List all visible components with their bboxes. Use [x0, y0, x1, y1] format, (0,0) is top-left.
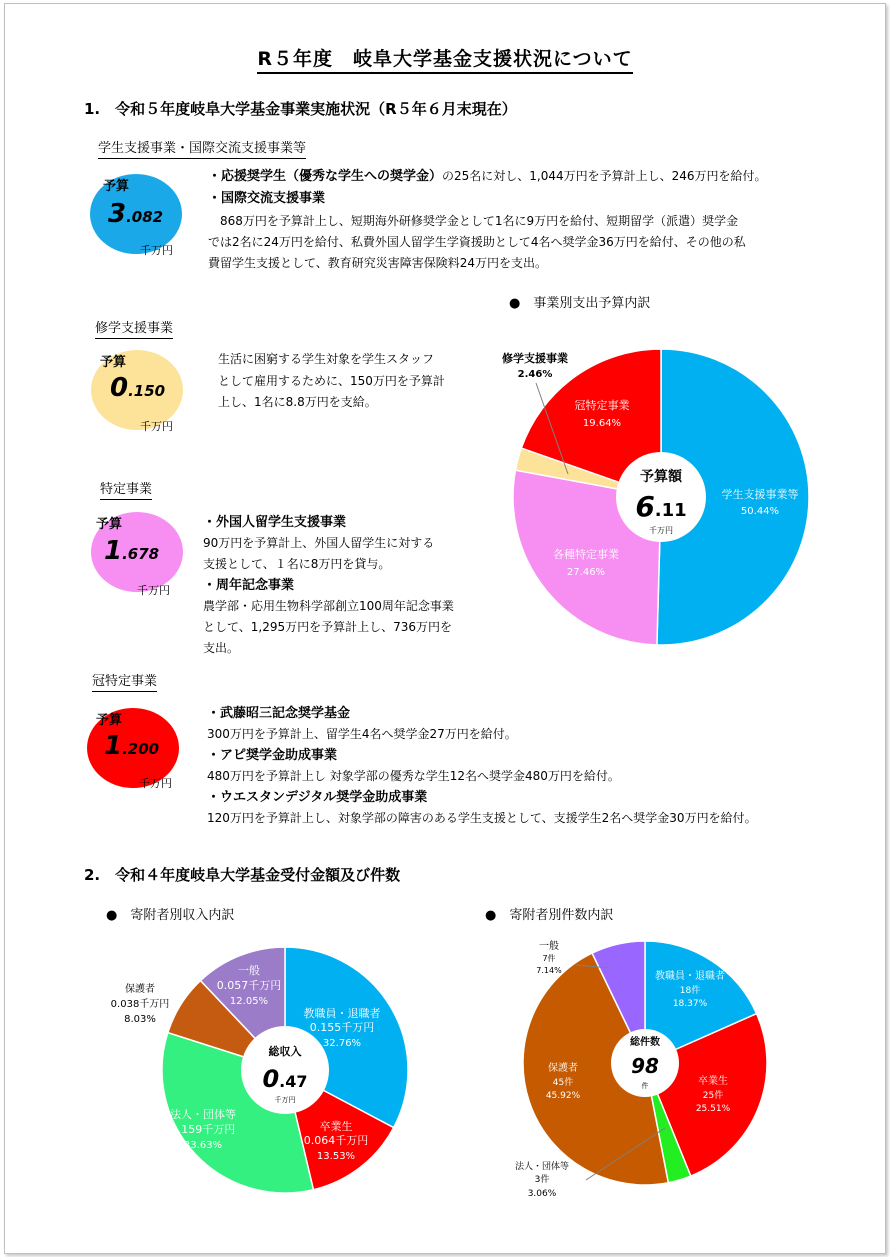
chart2-title: ● 寄附者別収入内訳: [106, 908, 235, 923]
chart1-center-value: 6.11: [635, 490, 687, 523]
study-budget-unit: 千万円: [140, 420, 173, 433]
special-text-line3: 支援として、１名に8万円を貸与。: [203, 557, 391, 571]
crown-text-line3: ・アピ奨学金助成事業: [207, 748, 338, 763]
chart3-label-parent-pct: 45.92%: [545, 1091, 581, 1101]
chart2-label-alumni-name: 卒業生: [319, 1120, 353, 1133]
chart3-label-general-name: 一般: [539, 941, 559, 952]
chart2-center-value: 0.47: [262, 1065, 308, 1093]
chart1-label-crown-pct: 19.64%: [582, 418, 622, 429]
section2-heading: 2. 令和４年度岐阜大学基金受付金額及び件数: [84, 866, 401, 884]
special-budget-unit: 千万円: [137, 584, 170, 597]
chart3-label-general-pct: 7.14%: [536, 966, 562, 975]
chart2-label-staff-amount: 0.155千万円: [309, 1021, 375, 1034]
chart3-label-parent-amount: 45件: [552, 1078, 574, 1088]
chart2-label-parent-amount: 0.038千万円: [110, 999, 170, 1010]
student-subtitle: 学生支援事業・国際交流支援事業等: [98, 137, 306, 159]
chart3-title: ● 寄附者別件数内訳: [485, 908, 614, 923]
chart3-label-staff-amount: 18件: [679, 986, 701, 996]
chart2-label-general-amount: 0.057千万円: [216, 979, 282, 992]
chart2-label-staff-name: 教職員・退職者: [303, 1007, 381, 1020]
chart3-label-corp-pct: 3.06%: [527, 1189, 557, 1199]
crown-budget-value: 1.200: [104, 731, 160, 761]
chart1-label-crown-name: 冠特定事業: [574, 399, 630, 412]
special-subtitle: 特定事業: [100, 478, 152, 500]
chart1-label-study-pct: 2.46%: [517, 369, 553, 380]
special-text-line6: として、1,295万円を予算計上し、736万円を: [203, 620, 453, 634]
student-text-line2: ・国際交流支援事業: [208, 191, 326, 206]
chart2-income-pie: [111, 947, 408, 1193]
chart3-center-label: 総件数: [630, 1037, 660, 1048]
chart3-label-staff-name: 教職員・退職者: [655, 971, 725, 982]
crown-text-line1: ・武藤昭三記念奨学基金: [207, 706, 351, 721]
special-text-line7: 支出。: [203, 641, 240, 655]
chart2-label-parent-name: 保護者: [125, 984, 155, 995]
crown-text-line4: 480万円を予算計上し 対象学部の優秀な学生12名へ奨学金480万円を給付。: [207, 769, 620, 783]
study-text-line1: 生活に困窮する学生対象を学生スタッフ: [218, 352, 435, 366]
study-budget-label: 予算: [100, 355, 127, 370]
crown-budget-label: 予算: [96, 713, 123, 728]
chart3-label-alumni-pct: 25.51%: [695, 1104, 731, 1114]
chart2-label-staff-pct: 32.76%: [322, 1038, 362, 1049]
chart3-label-parent-name: 保護者: [548, 1063, 578, 1074]
special-text-line1: ・外国人留学生支援事業: [203, 515, 347, 530]
chart2-label-corp-pct: 33.63%: [183, 1140, 223, 1151]
chart3-label-corp-amount: 3件: [534, 1175, 550, 1185]
chart3-center-unit: 件: [641, 1082, 649, 1090]
chart2-center-label: 総収入: [268, 1045, 302, 1058]
chart2-center-unit: 千万円: [274, 1096, 296, 1104]
chart3-count-pie: [515, 940, 767, 1199]
chart1-label-student-pct: 50.44%: [740, 506, 780, 517]
study-budget-value: 0.150: [110, 373, 166, 403]
chart1-label-study-name: 修学支援事業: [502, 352, 568, 365]
student-text-line3: 868万円を予算計上し、短期海外研修奨学金として1名に9万円を給付、短期留学（派遣）奨学金: [208, 214, 739, 228]
chart1-label-special-name: 各種特定事業: [553, 548, 619, 561]
chart3-label-alumni-name: 卒業生: [698, 1076, 728, 1087]
special-text-line5: 農学部・応用生物科学部創立100周年記念事業: [203, 599, 454, 613]
crown-text-line5: ・ウエスタンデジタル奨学金助成事業: [207, 790, 428, 805]
special-text-line2: 90万円を予算計上、外国人留学生に対する: [203, 536, 435, 550]
section1-heading: 1. 令和５年度岐阜大学基金事業実施状況（R５年６月末現在）: [84, 100, 517, 118]
chart2-label-corp-name: 法人・団体等: [170, 1108, 236, 1121]
chart3-label-corp-name: 法人・団体等: [514, 1162, 570, 1172]
chart2-label-general-name: 一般: [238, 964, 260, 977]
chart3-center-value: 98: [631, 1054, 659, 1078]
student-text-line1: ・応援奨学生（優秀な学生への奨学金）の25名に対し、1,044万円を予算計上し、246万円を給付。: [208, 169, 767, 184]
study-subtitle: 修学支援事業: [95, 317, 173, 339]
chart1-label-student-name: 学生支援事業等: [721, 488, 799, 501]
crown-subtitle: 冠特定事業: [92, 670, 157, 692]
crown-text-line6: 120万円を予算計上し、対象学部の障害のある学生支援として、支援学生2名へ奨学金30万円を給付。: [207, 811, 757, 825]
special-budget-value: 1.678: [104, 536, 160, 566]
chart1-budget-pie: [502, 349, 809, 645]
chart1-center-unit: 千万円: [649, 526, 673, 535]
chart1-title: ● 事業別支出予算内訳: [509, 296, 651, 311]
study-text-line2: として雇用するために、150万円を予算計: [218, 374, 445, 388]
student-text-line5: 費留学生支援として、教育研究災害障害保険料24万円を支出。: [208, 256, 548, 270]
crown-text-line2: 300万円を予算計上、留学生4名へ奨学金27万円を給付。: [207, 727, 517, 741]
chart2-label-parent-pct: 8.03%: [124, 1014, 156, 1025]
chart2-label-general-pct: 12.05%: [229, 996, 269, 1007]
chart2-label-alumni-pct: 13.53%: [316, 1151, 356, 1162]
page-title-text: R５年度 岐阜大学基金支援状況について: [257, 48, 632, 74]
chart3-label-alumni-amount: 25件: [702, 1091, 724, 1101]
chart2-label-alumni-amount: 0.064千万円: [303, 1134, 369, 1147]
chart3-label-staff-pct: 18.37%: [672, 999, 708, 1009]
special-budget-label: 予算: [96, 517, 123, 532]
study-text-line3: 上し、1名に8.8万円を支給。: [218, 395, 377, 409]
student-budget-label: 予算: [103, 179, 130, 194]
chart2-label-corp-amount: 0.159千万円: [170, 1123, 236, 1136]
chart1-center-label: 予算額: [640, 469, 682, 485]
student-text-line4: では2名に24万円を給付、私費外国人留学生学資援助として4名へ奨学金36万円を給付、その他の私: [208, 235, 746, 249]
student-budget-unit: 千万円: [140, 244, 173, 257]
special-text-line4: ・周年記念事業: [203, 578, 295, 593]
chart1-label-special-pct: 27.46%: [566, 567, 606, 578]
crown-budget-unit: 千万円: [139, 777, 172, 790]
student-budget-value: 3.082: [108, 199, 164, 229]
chart3-label-general-amount: 7件: [542, 954, 556, 963]
